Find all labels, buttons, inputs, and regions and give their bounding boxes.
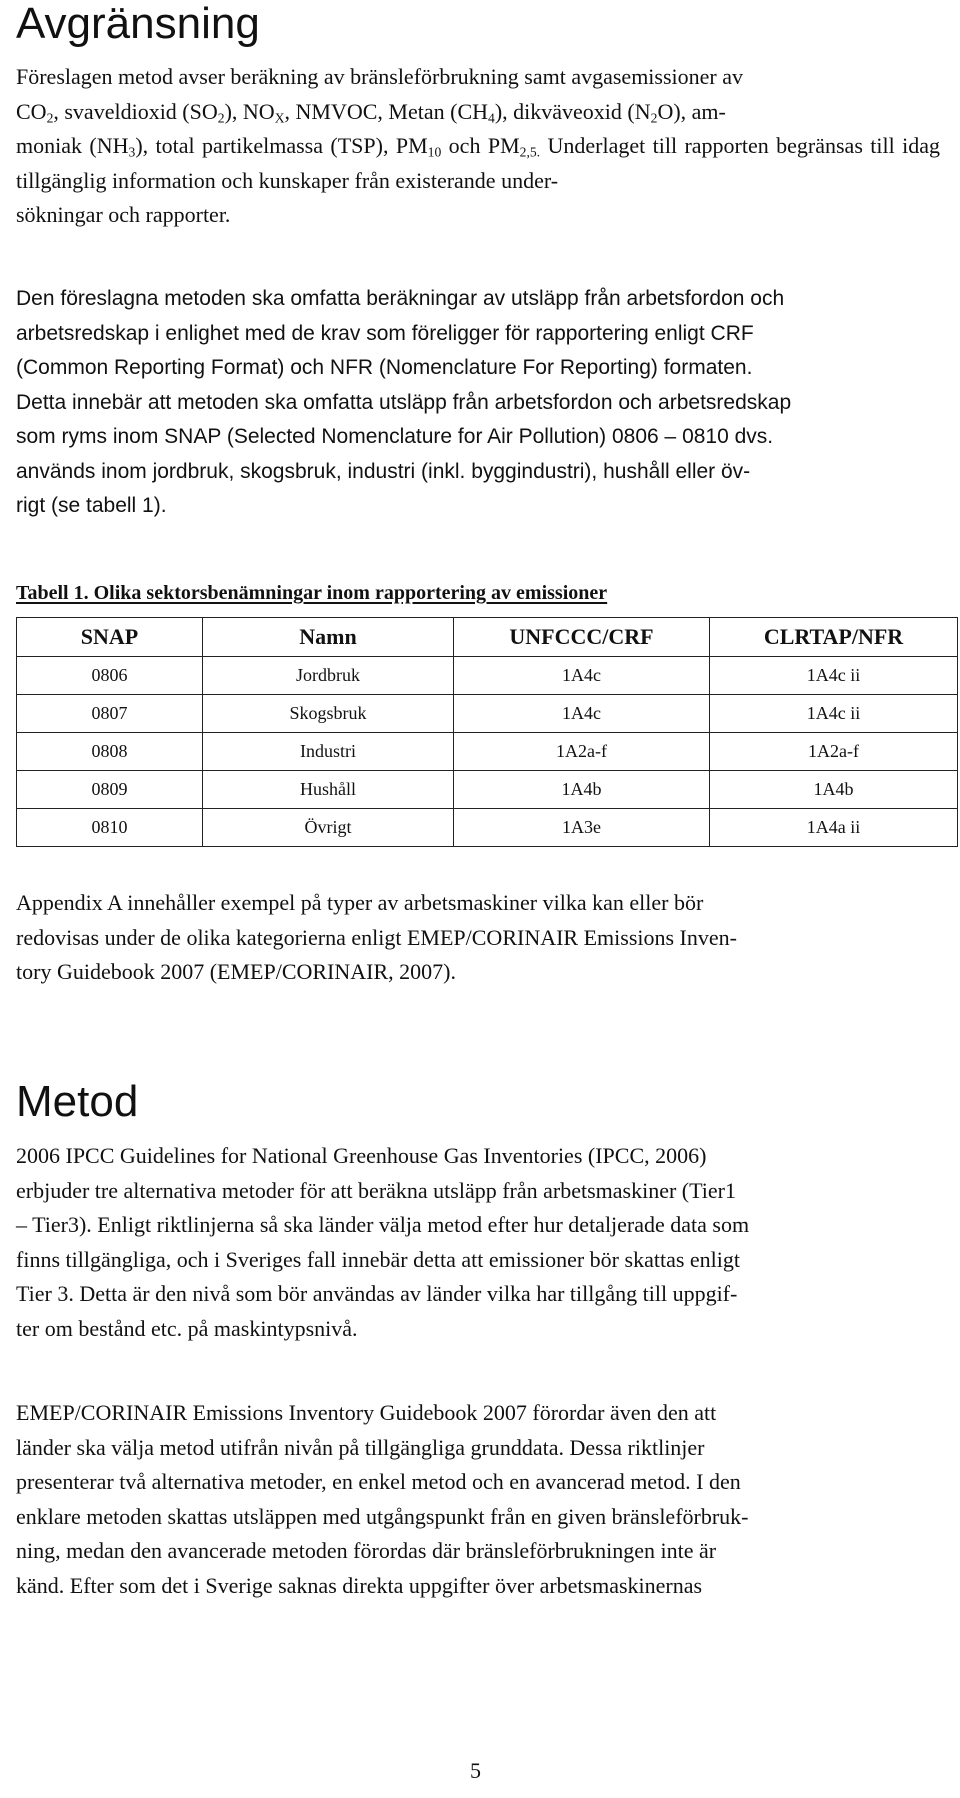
text-run: Underlaget till rapporten begränsas till idag tillgänglig information och kunskaper från existerande under- [16,133,941,193]
table-cell: Hushåll [203,771,454,809]
table-cell: 1A4c [454,657,710,695]
text-line: redovisas under de olika kategorierna enligt EMEP/CORINAIR Emissions Inven- [16,924,737,950]
table-cell: 0807 [17,695,203,733]
text-run: ), NO [224,98,275,124]
text-line: finns tillgängliga, och i Sveriges fall innebär detta att emissioner bör skattas enligt [16,1246,740,1272]
subscript: X [274,109,285,125]
text-line: Tier 3. Detta är den nivå som bör användas av länder vilka har tillgång till uppgif- [16,1281,738,1306]
paragraph-emep [16,1396,940,1603]
text-run: sökningar och rapporter. [16,202,231,227]
table-cell: 1A4c ii [710,657,958,695]
text-run: Föreslagen metod avser beräkning av bränsleförbrukning samt avgasemissioner av [16,64,744,89]
text-run: och PM [441,133,520,158]
text-line: används inom jordbruk, skogsbruk, industri (inkl. byggindustri), hushåll eller öv- [16,459,751,483]
text-run: moniak (NH [16,133,129,158]
subscript: 2 [217,109,225,125]
table-cell: 0809 [17,771,203,809]
text-line: EMEP/CORINAIR Emissions Inventory Guidebook 2007 förordar även den att [16,1400,717,1425]
section-heading-metod: Metod [16,1077,139,1126]
table-cell: 1A4b [710,771,958,809]
paragraph-ipcc [16,1139,940,1346]
section-heading-avgransning: Avgränsning [16,0,260,48]
table-cell: 1A4a ii [710,809,958,847]
table-row [17,809,958,847]
table-row [17,695,958,733]
text-line: tory Guidebook 2007 (EMEP/CORINAIR, 2007). [16,959,456,984]
subscript: 2 [46,109,54,125]
text-run: ), total partikelmassa (TSP), PM [135,133,428,158]
table-cell: 0808 [17,733,203,771]
text-line: 2006 IPCC Guidelines for National Greenhouse Gas Inventories (IPCC, 2006) [16,1143,707,1168]
table-cell: 1A3e [454,809,710,847]
subscript: 2,5. [519,144,541,160]
column-header-snap: SNAP [17,618,203,657]
table-cell: 1A4b [454,771,710,809]
paragraph-appendix [16,886,940,990]
column-header-unfccc-crf: UNFCCC/CRF [454,618,710,657]
text-line: – Tier3). Enligt riktlinjerna så ska länder välja metod efter hur detaljerade data som [16,1212,750,1237]
table-cell: 1A4c [454,695,710,733]
page-number: 5 [470,1758,481,1783]
table-cell: 1A2a-f [710,733,958,771]
table-row [17,771,958,809]
table-cell: 0810 [17,809,203,847]
paragraph-scope [16,60,940,233]
text-line: (Common Reporting Format) och NFR (Nomenclature For Reporting) formaten. [16,356,753,379]
table-cell: Övrigt [203,809,454,847]
text-line: ter om bestånd etc. på maskintypsnivå. [16,1315,358,1341]
subscript: 2 [650,109,658,125]
table-cell: 1A2a-f [454,733,710,771]
text-run: CO [16,98,47,124]
text-line: erbjuder tre alternativa metoder för att beräkna utsläpp från arbetsmaskiner (Tier1 [16,1177,737,1203]
column-header-clrtap-nfr: CLRTAP/NFR [710,618,958,657]
table-row [17,733,958,771]
table-cell: 0806 [17,657,203,695]
paragraph-method-scope [16,282,940,524]
text-line: ning, medan den avancerade metoden förordas där bränsleförbrukningen inte är [16,1538,717,1563]
text-line: presenterar två alternativa metoder, en enkel metod och en avancerad metod. I den [16,1469,741,1494]
table-cell: Jordbruk [203,657,454,695]
table-caption: Tabell 1. Olika sektorsbenämningar inom rapportering av emissioner [16,582,608,604]
text-run: O), am- [657,98,726,124]
table-cell: Industri [203,733,454,771]
subscript: 3 [128,144,136,160]
text-line: Appendix A innehåller exempel på typer av arbetsmaskiner vilka kan eller bör [16,890,704,915]
table-header-row [17,618,958,657]
text-line: rigt (se tabell 1). [16,494,167,517]
text-line: känd. Efter som det i Sverige saknas direkta uppgifter över arbetsmaskinernas [16,1572,703,1598]
text-line: Detta innebär att metoden ska omfatta utsläpp från arbetsfordon och arbetsredskap [16,390,792,414]
column-header-namn: Namn [203,618,454,657]
subscript: 4 [488,109,495,125]
text-line: länder ska välja metod utifrån nivån på tillgängliga grunddata. Dessa riktlinjer [16,1434,705,1460]
text-line: som ryms inom SNAP (Selected Nomenclature for Air Pollution) 0806 – 0810 dvs. [16,425,774,448]
text-run: , NMVOC, Metan (CH [284,98,489,124]
subscript: 10 [427,144,442,160]
text-run: , svaveldioxid (SO [53,98,218,124]
sector-table [16,617,958,847]
text-run: ), dikväveoxid (N [494,98,651,124]
text-line: arbetsredskap i enlighet med de krav som föreligger för rapportering enligt CRF [16,321,754,345]
table-row [17,657,958,695]
text-line: enklare metoden skattas utsläppen med utgångspunkt från en given bränsleförbruk- [16,1503,749,1529]
table-cell: Skogsbruk [203,695,454,733]
table-cell: 1A4c ii [710,695,958,733]
text-line: Den föreslagna metoden ska omfatta beräkningar av utsläpp från arbetsfordon och [16,287,785,310]
